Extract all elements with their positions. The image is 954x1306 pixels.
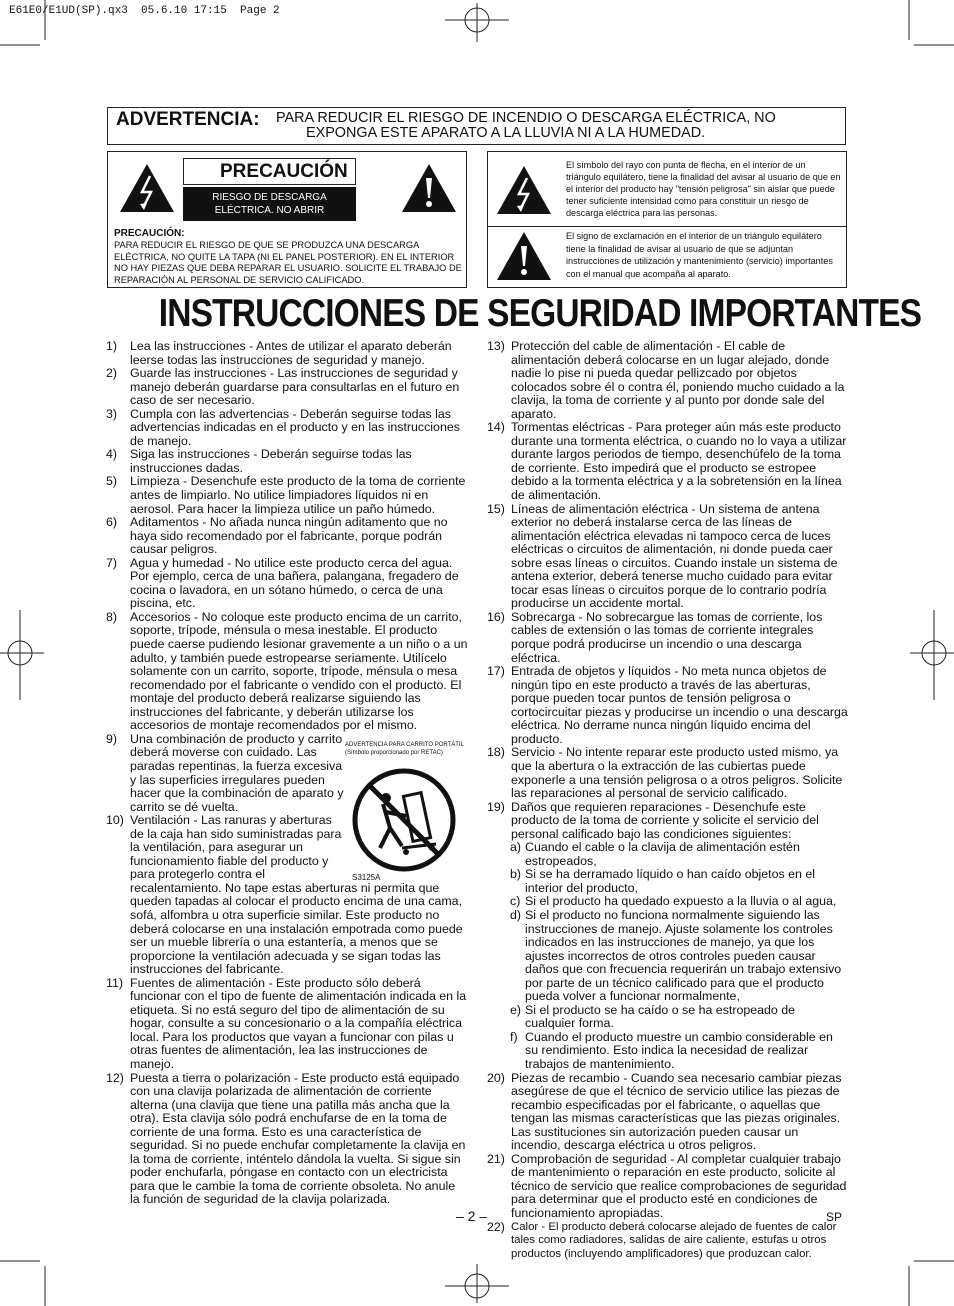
list-item	[106, 408, 468, 449]
item-number: 22)	[487, 1219, 505, 1234]
list-item	[106, 611, 468, 733]
item-text: Cuando el producto muestre un cambio considerable en su rendimiento. Esto indica la necesidad de realizar trabajos de mantenimiento.	[525, 1029, 833, 1071]
item-text: Calor - El producto deberá colocarse alejado de fuentes de calor tales como radiadores, salidas de aire caliente, estufas u otros productos (incluyendo amplificadores) que produzcan calor.	[511, 1220, 837, 1260]
item-number: 18)	[487, 745, 505, 760]
item-number: 7)	[106, 555, 118, 570]
shock-risk-line1: RIESGO DE DESCARGA	[212, 192, 327, 203]
cart-caption-line2: (Símbolo proporcionado por RETAC)	[345, 750, 443, 756]
exclamation-triangle-icon	[495, 230, 553, 282]
lightning-triangle-icon	[118, 162, 176, 214]
item-number: 17)	[487, 664, 505, 679]
item-text: Comprobación de seguridad - Al completar cualquier trabajo de mantenimiento o reparación en este producto, solicite al técnico de servicio que realice comprobaciones de seguridad para determinar que el producto esté en condiciones de funcionamiento apropiadas.	[511, 1151, 847, 1220]
cart-warning-icon	[350, 768, 458, 872]
item-text: Cuando el cable o la clavija de alimentación estén estropeados,	[525, 840, 800, 868]
item-number: a)	[510, 840, 522, 855]
item-text: Servicio - No intente reparar este producto usted mismo, ya que la abertura o la extracción de las cubiertas puede exponerle a una tensión peligrosa o a otros peligros. Solicite las reparaciones al personal de servicio calificado.	[511, 745, 843, 801]
item-text: Si el producto ha quedado expuesto a la lluvia o al agua,	[525, 894, 837, 909]
item-text: Accesorios - No coloque este producto encima de un carrito, soporte, trípode, ménsula o mesa inestable. El producto puede caerse pudiendo lesionar gravemente a un niño o a un adulto, y también puede estropearse seriamente. Utilícelo solamente con un carrito, soporte, trípode, ménsula o mesa recomendado por el fabricante o vendido con el producto. El montaje del producto deberá realizarse siguiendo las instrucciones del fabricante, y deberán utilizarse los accesorios de montaje recomendados por el mismo.	[130, 609, 468, 733]
item-number: 6)	[106, 515, 118, 530]
item-number: 15)	[487, 501, 505, 516]
item-number: b)	[510, 867, 522, 882]
item-text: Lea las instrucciones - Antes de utilizar el aparato deberán leerse todas las instrucciones de seguridad y manejo.	[130, 339, 452, 367]
file-header: E61E0/E1UD(SP).qx3 05.6.10 17:15 Page 2	[9, 5, 280, 17]
list-item	[487, 801, 848, 842]
item-number: 1)	[106, 339, 118, 353]
warning-banner	[107, 107, 846, 145]
shock-risk-line2: ELÉCTRICA. NO ABRIR	[214, 205, 325, 216]
list-item	[106, 516, 468, 557]
list-item	[487, 611, 848, 665]
cart-caption-line1: ADVERTENCIA PARA CARRITO PORTÁTIL	[345, 742, 464, 748]
item-number: f)	[510, 1029, 518, 1044]
symbols-divider	[488, 226, 846, 227]
item-text: Puesta a tierra o polarización - Este producto está equipado con una clavija polarizada de alimentación de corriente alterna (una clavija que tiene una patilla más ancha que la otra). Esta clavija sólo podrá enchufarse de en la toma de corriente de una forma. Esto es una característica de seguridad. Si no puede enchufar completamente la clavija en la toma de corriente, inténtelo dándola la vuelta. Si sigue sin poder enchufarla, póngase en contacto con un electricista para que le cambie la toma de corriente obsoleta. No anule la función de seguridad de la clavija polarizada.	[130, 1070, 466, 1207]
sub-list-item	[487, 1004, 848, 1031]
item-number: 14)	[487, 420, 505, 435]
item-number: 9)	[106, 731, 118, 746]
warning-label: ADVERTENCIA:	[116, 109, 260, 130]
sub-list-item	[487, 895, 848, 909]
symbols-box	[487, 151, 847, 288]
item-number: 8)	[106, 609, 118, 624]
item-number: 2)	[106, 366, 118, 381]
list-item	[487, 503, 848, 611]
item-number: 20)	[487, 1070, 505, 1085]
item-number: 19)	[487, 799, 505, 814]
item-text: Una combinación de producto y carrito deberá moverse con cuidado. Las paradas repentinas, la fuerza excesiva y las superficies irregulares pueden hacer que la combinación de aparato y carrito se dé vuelta.	[130, 731, 344, 814]
sub-list-item	[487, 841, 848, 868]
item-text: Tormentas eléctricas - Para proteger aún más este producto durante una tormenta eléctrica, o cuando no lo vaya a utilizar durante largos periodos de tiempo, desenchúfelo de la toma de corriente. Esto impedirá que el producto se estropee debido a la tormenta eléctrica y a la sobretensión en la línea de alimentación.	[511, 420, 847, 503]
item-number: 21)	[487, 1151, 505, 1166]
item-number: 5)	[106, 474, 118, 489]
item-text: Sobrecarga - No sobrecargue las tomas de corriente, los cables de extensión o las tomas de corriente integrales porque podrá producirse un incendio o una descarga eléctrica.	[511, 609, 823, 665]
warning-line2: EXPONGA ESTE APARATO A LA LLUVIA NI A LA HUMEDAD.	[306, 125, 706, 141]
sub-list-item	[487, 868, 848, 895]
list-item	[487, 1221, 848, 1262]
item-number: 4)	[106, 447, 118, 462]
item-text: Si el producto no funciona normalmente siguiendo las instrucciones de manejo. Ajuste solamente los controles indicados en las instrucciones de manejo, ya que los ajustes incorrectos de otros controles pueden causar daños que con frecuencia requerirán un trabajo extensivo por parte de un técnico calificado para que el producto pueda volver a funcionar normalmente,	[525, 907, 842, 1004]
item-text-continued: recalentamiento. No tape estas aberturas ni permita que queden tapadas al colocar el producto encima de una cama, sofá, alfombra u otra superficie similar. Este producto no deberá colocarse en una instalación empotrada como puede ser un mueble librería o una estantería, a menos que se proporcione la ventilación adecuada y se sigan todas las instrucciones del fabricante.	[130, 880, 463, 977]
list-item	[106, 367, 468, 408]
item-number: c)	[510, 894, 521, 909]
item-text: Aditamentos - No añada nunca ningún aditamento que no haya sido recomendado por el fabricante, porque podrán causar peligros.	[130, 515, 448, 557]
sub-list-item	[487, 1031, 848, 1072]
exclamation-triangle-icon	[400, 162, 458, 214]
item-number: d)	[510, 907, 522, 922]
item-number: 12)	[106, 1070, 124, 1085]
list-item	[106, 340, 468, 367]
caution-box	[107, 151, 467, 288]
item-text: Daños que requieren reparaciones - Desenchufe este producto de la toma de corriente y solicite el servicio del personal calificado bajo las condiciones siguientes:	[511, 799, 819, 841]
list-item	[487, 421, 848, 502]
item-text: Ventilación - Las ranuras y aberturas de la caja han sido suministradas para la ventilación, para asegurar un funcionamiento fiable del producto y para protegerlo contra el	[130, 813, 342, 882]
shock-risk-label	[183, 187, 356, 221]
item-text: Fuentes de alimentación - Este producto sólo deberá funcionar con el tipo de fuente de alimentación indicada en la etiqueta. Si no está seguro del tipo de alimentación de su hogar, consulte a su concesionario o a la compañía eléctrica local. Para los productos que vayan a funcionar con pilas u otras fuentes de alimentación, lea las instrucciones de manejo.	[130, 975, 467, 1071]
list-item	[487, 1153, 848, 1221]
cart-code: S3125A	[352, 873, 381, 882]
caution-label: PRECAUCIÓN:	[114, 228, 185, 239]
caution-body: PARA REDUCIR EL RIESGO DE QUE SE PRODUZCA UNA DESCARGA ELÉCTRICA, NO QUITE LA TAPA (NI EL PANEL POSTERIOR). EN EL INTERIOR NO HAY PIEZAS QUE DEBA REPARAR EL USUARIO. SOLICITE EL TRABAJO DE REPARACIÓN AL PERSONAL DE SERVICIO CALIFICADO.	[114, 240, 462, 285]
page-title: INSTRUCCIONES DE SEGURIDAD IMPORTANTES	[158, 292, 922, 335]
sub-list-item	[487, 909, 848, 1004]
item-number: e)	[510, 1002, 522, 1017]
page-number: – 2 –	[456, 1208, 488, 1224]
language-code: SP	[826, 1210, 843, 1224]
item-number: 13)	[487, 339, 505, 353]
item-number: 3)	[106, 406, 118, 421]
list-item	[487, 665, 848, 746]
list-item	[487, 1072, 848, 1153]
cart-caption	[345, 741, 475, 757]
item-number: 11)	[106, 975, 123, 990]
list-item	[106, 977, 468, 1072]
item-number: 16)	[487, 609, 505, 624]
list-item	[487, 340, 848, 421]
lightning-triangle-icon	[495, 164, 553, 216]
item-text: Protección del cable de alimentación - El cable de alimentación deberá colocarse en un lugar alejado, donde nadie lo pise ni pueda quedar pellizcado por objetos colocados sobre él o contra él, poniendo mucho cuidado a la clavija, la toma de corriente y al punto por donde sale del aparato.	[511, 339, 845, 421]
item-text: Piezas de recambio - Cuando sea necesario cambiar piezas asegúrese de que el técnico de servicio utilice las piezas de recambio especificadas por el fabricante, o aquellas que tengan las mismas características que las piezas originales. Las sustituciones sin autorización pueden causar un incendio, descarga eléctrica u otros peligros.	[511, 1070, 842, 1153]
item-text: Limpieza - Desenchufe este producto de la toma de corriente antes de limpiarlo. No utilice limpiadores líquidos ni en aerosol. Para hacer la limpieza utilice un paño húmedo.	[130, 474, 466, 516]
caution-title: PRECAUCIÓN	[183, 158, 356, 185]
item-number: 10)	[106, 813, 124, 828]
item-text: Guarde las instrucciones - Las instrucciones de seguridad y manejo deberán guardarse para consultarlas en el futuro en caso de ser necesario.	[130, 366, 460, 408]
lightning-symbol-text: El símbolo del rayo con punta de flecha, en el interior de un triángulo equilátero, tiene la finalidad del avisar al usuario de que en el interior del producto hay "tensión peligrosa" sin aislar que puede tener suficiente intensidad como para constituir un riesgo de descarga eléctrica para las personas.	[566, 160, 841, 218]
item-text: Si se ha derramado líquido o han caído objetos en el interior del producto,	[525, 867, 816, 895]
list-item	[106, 448, 468, 475]
exclamation-symbol-text: El signo de exclamación en el interior de un triángulo equilátero tiene la finalidad de avisar al usuario de que se adjuntan instrucciones de utilización y mantenimiento (servicio) importantes con el manual que acompaña al aparato.	[566, 231, 833, 279]
item-text: Si el producto se ha caído o se ha estropeado de cualquier forma.	[525, 1002, 796, 1031]
list-item	[106, 475, 468, 516]
item-text: Entrada de objetos y líquidos - No meta nunca objetos de ningún tipo en este producto a través de las aberturas, porque pueden tocar puntos de tensión peligrosa o cortocircuitar piezas y producirse un incendio o una descarga eléctrica. No derrame nunca ningún líquido encima del producto.	[511, 664, 848, 746]
list-item	[106, 557, 468, 611]
list-item	[487, 746, 848, 800]
right-column	[487, 340, 848, 1261]
warning-line1: PARA REDUCIR EL RIESGO DE INCENDIO O DESCARGA ELÉCTRICA, NO	[276, 110, 776, 126]
list-item	[106, 1072, 468, 1207]
item-text: Agua y humedad - No utilice este producto cerca del agua. Por ejemplo, cerca de una bañera, palangana, fregadero de cocina o lavadora, en un sótano húmedo, o cerca de una piscina, etc.	[130, 555, 459, 611]
item-text: Líneas de alimentación eléctrica - Un sistema de antena exterior no deberá instalarse cerca de las líneas de alimentación eléctrica elevadas ni tampoco cerca de luces eléctricas o circuitos de alimentación, ni donde pueda caer sobre esas líneas o circuitos. Cuando instale un sistema de antena exterior, deberá tenerse mucho cuidado para evitar tocar esas líneas o circuitos porque de lo contrario podría producirse un accidente mortal.	[511, 501, 838, 611]
item-text: Cumpla con las advertencias - Deberán seguirse todas las advertencias indicadas en el producto y en las instrucciones de manejo.	[130, 406, 460, 448]
item-text: Siga las instrucciones - Deberán seguirse todas las instrucciones dadas.	[130, 447, 412, 475]
